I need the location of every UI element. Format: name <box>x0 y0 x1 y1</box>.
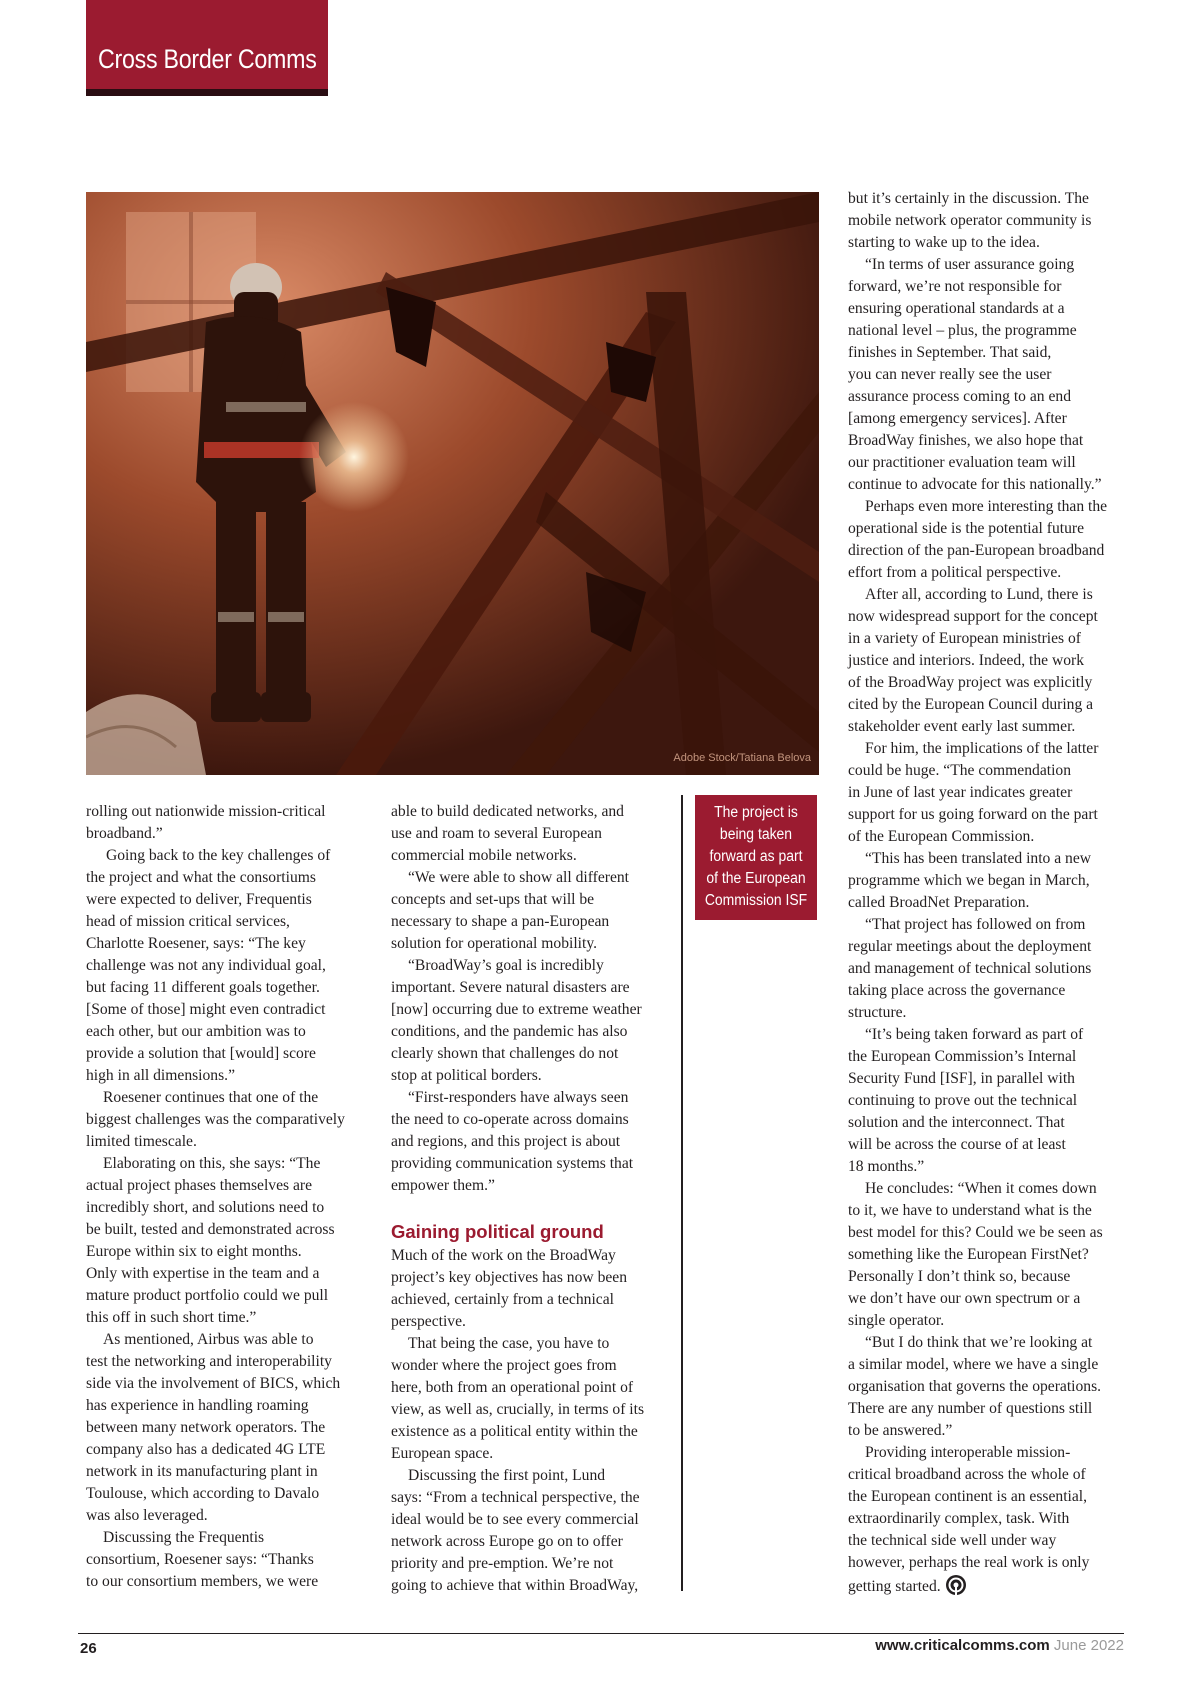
text-line: called BroadNet Preparation. <box>848 894 1030 911</box>
text-line: the project and what the consortiums <box>86 869 316 886</box>
paragraph <box>86 1527 358 1593</box>
text-line: each other, but our ambition was to <box>86 1023 306 1040</box>
text-line: biggest challenges was the comparatively <box>86 1111 345 1128</box>
text-line: critical broadband across the whole of <box>848 1466 1086 1483</box>
pullquote <box>695 795 817 920</box>
text-line: test the networking and interoperability <box>86 1353 332 1370</box>
text-line: of the European Commission. <box>848 828 1035 845</box>
text-line: Much of the work on the BroadWay <box>391 1247 616 1264</box>
pullquote-line: The project is <box>714 804 798 821</box>
text-line: starting to wake up to the idea. <box>848 234 1040 251</box>
text-line: operational side is the potential future <box>848 520 1085 537</box>
text-line: wonder where the project goes from <box>391 1357 617 1374</box>
text-line: For him, the implications of the latter <box>865 740 1099 757</box>
text-line: achieved, certainly from a technical <box>391 1291 614 1308</box>
text-line: limited timescale. <box>86 1133 197 1150</box>
text-line: to it, we have to understand what is the <box>848 1202 1092 1219</box>
paragraph <box>391 1333 666 1465</box>
text-line: [among emergency services]. After <box>848 410 1067 427</box>
text-line: to be answered.” <box>848 1422 953 1439</box>
paragraph <box>391 1245 666 1333</box>
text-line: challenge was not any individual goal, <box>86 957 326 974</box>
text-line: support for us going forward on the part <box>848 806 1098 823</box>
text-line: the European Commission’s Internal <box>848 1048 1077 1065</box>
text-line: incredibly short, and solutions need to <box>86 1199 325 1216</box>
paragraph <box>391 955 666 1087</box>
paragraph <box>848 254 1128 496</box>
text-line: necessary to shape a pan-European <box>391 913 610 930</box>
text-line: perspective. <box>391 1313 466 1330</box>
text-line: regular meetings about the deployment <box>848 938 1092 955</box>
text-line: important. Severe natural disasters are <box>391 979 630 996</box>
text-line: Europe within six to eight months. <box>86 1243 302 1260</box>
paragraph <box>86 1153 358 1329</box>
text-line: extraordinarily complex, task. With <box>848 1510 1070 1527</box>
text-line: and management of technical solutions <box>848 960 1092 977</box>
text-line: could be huge. “The commendation <box>848 762 1072 779</box>
text-line: BroadWay finishes, we also hope that <box>848 432 1084 449</box>
text-line: Only with expertise in the team and a <box>86 1265 320 1282</box>
paragraph <box>391 1465 666 1597</box>
text-line: Perhaps even more interesting than the <box>865 498 1108 515</box>
text-line: the need to co-operate across domains <box>391 1111 629 1128</box>
text-line: network across Europe go on to offer <box>391 1533 623 1550</box>
section-tab <box>86 0 328 96</box>
photo-credit: Adobe Stock/Tatiana Belova <box>673 752 811 764</box>
text-line: assurance process coming to an end <box>848 388 1072 405</box>
text-line: effort from a political perspective. <box>848 564 1062 581</box>
paragraph <box>848 1178 1128 1332</box>
text-line: stakeholder event early last summer. <box>848 718 1076 735</box>
text-line: you can never really see the user <box>848 366 1052 383</box>
text-line: high in all dimensions.” <box>86 1067 235 1084</box>
text-line: mature product portfolio could we pull <box>86 1287 329 1304</box>
text-line: European space. <box>391 1445 494 1462</box>
text-line: empower them.” <box>391 1177 495 1194</box>
text-line: Charlotte Roesener, says: “The key <box>86 935 306 952</box>
pullquote-rule <box>681 795 683 1591</box>
text-line: company also has a dedicated 4G LTE <box>86 1441 326 1458</box>
text-line: ideal would be to see every commercial <box>391 1511 639 1528</box>
text-line: That being the case, you have to <box>408 1335 610 1352</box>
paragraph <box>848 1332 1128 1442</box>
text-line: programme which we began in March, <box>848 872 1090 889</box>
text-line: justice and interiors. Indeed, the work <box>848 652 1085 669</box>
text-line: able to build dedicated networks, and <box>391 803 624 820</box>
text-line: and regions, and this project is about <box>391 1133 621 1150</box>
text-line: use and roam to several European <box>391 825 602 842</box>
text-line: view, as well as, crucially, in terms of its <box>391 1401 645 1418</box>
text-line: project’s key objectives has now been <box>391 1269 627 1286</box>
paragraph <box>848 848 1128 914</box>
subheading: Gaining political ground <box>391 1221 604 1242</box>
paragraph <box>86 801 358 845</box>
text-line: but facing 11 different goals together. <box>86 979 320 996</box>
text-line: was also leveraged. <box>86 1507 208 1524</box>
footer-website: www.criticalcomms.com <box>875 1637 1050 1654</box>
text-line: 18 months.” <box>848 1158 925 1175</box>
text-line: going to achieve that within BroadWay, <box>391 1577 639 1594</box>
text-line: “We were able to show all different <box>408 869 630 886</box>
footer-date: June 2022 <box>1053 1637 1124 1654</box>
paragraph <box>391 801 666 867</box>
text-line: broadband.” <box>86 825 163 842</box>
text-line: [now] occurring due to extreme weather <box>391 1001 642 1018</box>
text-line: in a variety of European ministries of <box>848 630 1081 647</box>
text-line: commercial mobile networks. <box>391 847 577 864</box>
text-line: He concludes: “When it comes down <box>865 1180 1097 1197</box>
text-line: concepts and set-ups that will be <box>391 891 595 908</box>
text-line: taking place across the governance <box>848 982 1066 999</box>
paragraph <box>848 584 1128 738</box>
text-line: “It’s being taken forward as part of <box>865 1026 1084 1043</box>
text-line: but it’s certainly in the discussion. The <box>848 190 1089 207</box>
text-line: now widespread support for the concept <box>848 608 1098 625</box>
text-line: “First-responders have always seen <box>408 1089 629 1106</box>
text-line: single operator. <box>848 1312 945 1329</box>
text-line: the technical side well under way <box>848 1532 1057 1549</box>
text-line: between many network operators. The <box>86 1419 326 1436</box>
pullquote-line: of the European <box>706 870 806 887</box>
text-line: Security Fund [ISF], in parallel with <box>848 1070 1075 1087</box>
text-line: Discussing the first point, Lund <box>408 1467 606 1484</box>
text-line: Elaborating on this, she says: “The <box>103 1155 321 1172</box>
text-line: cited by the European Council during a <box>848 696 1094 713</box>
text-line: Roesener continues that one of the <box>103 1089 319 1106</box>
paragraph <box>848 914 1128 1024</box>
text-line: a similar model, where we have a single <box>848 1356 1099 1373</box>
text-line: rolling out nationwide mission-critical <box>86 803 326 820</box>
text-line: were expected to deliver, Frequentis <box>86 891 312 908</box>
pullquote-line: forward as part <box>709 848 803 865</box>
paragraph <box>86 845 358 1087</box>
text-line: organisation that governs the operations. <box>848 1378 1102 1395</box>
text-line: “This has been translated into a new <box>865 850 1092 867</box>
article-column-2 <box>391 801 666 1597</box>
text-line: providing communication systems that <box>391 1155 634 1172</box>
pullquote-line: being taken <box>719 826 793 843</box>
text-line: “In terms of user assurance going <box>865 256 1075 273</box>
paragraph <box>848 1442 1128 1598</box>
paragraph <box>848 738 1128 848</box>
page-number: 26 <box>80 1640 97 1657</box>
text-line: the European continent is an essential, <box>848 1488 1088 1505</box>
text-line: something like the European FirstNet? <box>848 1246 1089 1263</box>
text-line: Personally I don’t think so, because <box>848 1268 1071 1285</box>
paragraph <box>391 1087 666 1197</box>
text-line: ensuring operational standards at a <box>848 300 1065 317</box>
text-line: direction of the pan-European broadband <box>848 542 1105 559</box>
text-line: forward, we’re not responsible for <box>848 278 1062 295</box>
text-line: we don’t have our own spectrum or a <box>848 1290 1081 1307</box>
text-line: national level – plus, the programme <box>848 322 1077 339</box>
text-line: Discussing the Frequentis <box>103 1529 265 1546</box>
firefighter-photo-illustration <box>86 192 819 775</box>
text-line: Going back to the key challenges of <box>106 847 331 864</box>
text-line: “BroadWay’s goal is incredibly <box>408 957 604 974</box>
text-line: best model for this? Could we be seen as <box>848 1224 1103 1241</box>
text-line: provide a solution that [would] score <box>86 1045 316 1062</box>
text-line: consortium, Roesener says: “Thanks <box>86 1551 314 1568</box>
footer-rule <box>78 1633 1124 1634</box>
text-line: mobile network operator community is <box>848 212 1092 229</box>
text-line: continuing to prove out the technical <box>848 1092 1078 1109</box>
text-line: here, both from an operational point of <box>391 1379 634 1396</box>
text-line: There are any number of questions still <box>848 1400 1093 1417</box>
article-photo <box>86 192 819 775</box>
paragraph <box>86 1087 358 1153</box>
text-line-end: getting started. <box>848 1578 941 1595</box>
text-line: Toulouse, which according to Davalo <box>86 1485 320 1502</box>
text-line: finishes in September. That said, <box>848 344 1052 361</box>
text-line: has experience in handling roaming <box>86 1397 309 1414</box>
section-title: Cross Border Comms <box>98 44 317 74</box>
text-line: in June of last year indicates greater <box>848 784 1073 801</box>
text-line: structure. <box>848 1004 907 1021</box>
text-line: existence as a political entity within the <box>391 1423 638 1440</box>
text-line: conditions, and the pandemic has also <box>391 1023 628 1040</box>
text-line: As mentioned, Airbus was able to <box>103 1331 314 1348</box>
text-line: solution for operational mobility. <box>391 935 598 952</box>
text-line: head of mission critical services, <box>86 913 290 930</box>
text-line: network in its manufacturing plant in <box>86 1463 318 1480</box>
paragraph <box>86 1329 358 1527</box>
article-column-1 <box>86 801 358 1593</box>
paragraph <box>848 496 1128 584</box>
text-line: stop at political borders. <box>391 1067 542 1084</box>
text-line <box>848 1574 1128 1598</box>
paragraph <box>848 188 1128 254</box>
text-line: to our consortium members, we were <box>86 1573 319 1590</box>
text-line: priority and pre-emption. We’re not <box>391 1555 614 1572</box>
text-line: our practitioner evaluation team will <box>848 454 1076 471</box>
paragraph <box>391 867 666 955</box>
text-line: of the BroadWay project was explicitly <box>848 674 1093 691</box>
end-of-article-icon <box>945 1574 967 1596</box>
text-line: says: “From a technical perspective, the <box>391 1489 640 1506</box>
text-line: continue to advocate for this nationally.” <box>848 476 1102 493</box>
footer-publication <box>875 1637 1124 1654</box>
text-line: [Some of those] might even contradict <box>86 1001 326 1018</box>
text-line: however, perhaps the real work is only <box>848 1554 1090 1571</box>
text-line: be built, tested and demonstrated across <box>86 1221 335 1238</box>
text-line: side via the involvement of BICS, which <box>86 1375 341 1392</box>
pullquote-line: Commission ISF <box>704 892 808 909</box>
text-line: actual project phases themselves are <box>86 1177 313 1194</box>
text-line: Providing interoperable mission- <box>865 1444 1071 1461</box>
article-column-3 <box>848 188 1128 1598</box>
text-line: After all, according to Lund, there is <box>865 586 1093 603</box>
text-line: “But I do think that we’re looking at <box>865 1334 1093 1351</box>
paragraph <box>848 1024 1128 1178</box>
text-line: “That project has followed on from <box>865 916 1086 933</box>
text-line: will be across the course of at least <box>848 1136 1066 1153</box>
text-line: this off in such short time.” <box>86 1309 257 1326</box>
text-line: solution and the interconnect. That <box>848 1114 1065 1131</box>
text-line: clearly shown that challenges do not <box>391 1045 619 1062</box>
